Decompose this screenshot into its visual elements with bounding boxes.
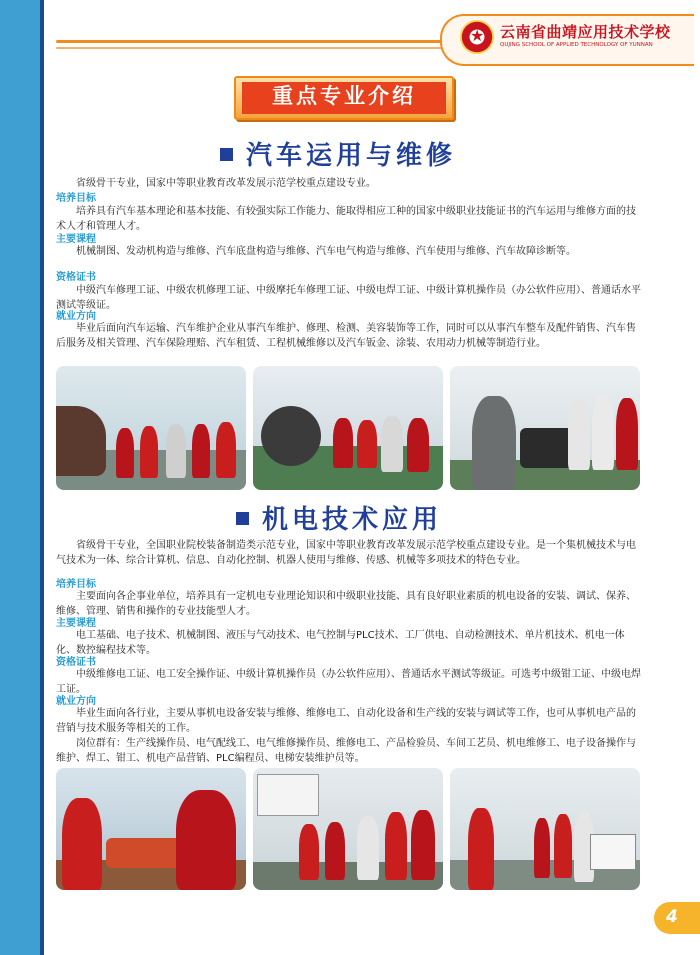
section-mech-intro: 省级骨干专业，全国职业院校装备制造类示范专业，国家中等职业教育改革发展示范学校重点建设专业。是一个集机械技术与电气技术为一体、综合计算机、信息、自动化控制、机器人使用与维修、传感、机械等多项技术的特色专业。 xyxy=(56,540,636,566)
label-course-auto: 主要课程 xyxy=(56,234,96,245)
section-auto-intro: 省级骨干专业，国家中等职业教育改革发展示范学校重点建设专业。 xyxy=(76,178,376,189)
text-course-mech: 电工基础、电子技术、机械制图、液压与气动技术、电气控制与PLC技术、工厂供电、自动检测技术、单片机技术、机电一体化、数控编程技术等。 xyxy=(56,630,625,656)
left-decor-edge xyxy=(40,0,44,955)
label-course-mech: 主要课程 xyxy=(56,618,96,629)
section-bullet-icon xyxy=(220,148,233,161)
page-title: 重点专业介绍 xyxy=(272,84,416,108)
text-job-mech: 毕业生面向各行业，主要从事机电设备安装与维修、维修电工、自动化设备和生产线的安装与调试等工作，也可从事机电产品的营销与技术服务等相关的工作。 岗位群有：生产线操作员、电气配线工、电气维修操作员、维修电工、产品检验员、车间工艺员、机电维修工、电子设备操作与维护、焊工、钳工、机电产品营销、PLC编程员、电梯安装维护员等。 xyxy=(56,708,636,764)
photo-mech-lab-2 xyxy=(253,768,443,890)
photo-auto-workshop-3 xyxy=(450,366,640,490)
label-goal-auto: 培养目标 xyxy=(56,193,96,204)
label-job-auto: 就业方向 xyxy=(56,311,96,322)
emblem-star-icon: ★ xyxy=(470,26,485,45)
photo-auto-workshop-1 xyxy=(56,366,246,490)
section-title-auto: 汽车运用与维修 xyxy=(246,141,457,171)
school-name-cn: 云南省曲靖应用技术学校 xyxy=(500,23,671,41)
section-bullet-icon xyxy=(236,512,249,525)
page-number: 4 xyxy=(666,907,678,927)
header-stripe xyxy=(56,40,476,43)
left-decor-bar xyxy=(0,0,44,955)
header-stripe-thin xyxy=(56,47,496,49)
page-number-badge xyxy=(654,902,700,934)
text-cert-mech: 中级维修电工证、电工安全操作证、中级计算机操作员（办公软件应用）、普通话水平测试等级证。可选考中级钳工证、中级电焊工证。 xyxy=(56,669,641,695)
label-job-mech: 就业方向 xyxy=(56,696,96,707)
text-job-auto: 毕业后面向汽车运输、汽车维护企业从事汽车维护、修理、检测、美容装饰等工作，同时可以从事汽车整车及配件销售、汽车售后服务及相关管理、汽车保险理赔、汽车租赁、工程机械维修以及汽车钣金、涂装、农用动力机械等制造行业。 xyxy=(56,323,636,349)
label-cert-mech: 资格证书 xyxy=(56,657,96,668)
label-cert-auto: 资格证书 xyxy=(56,272,96,283)
text-course-auto: 机械制图、发动机构造与维修、汽车底盘构造与维修、汽车电气构造与维修、汽车使用与维修、汽车故障诊断等。 xyxy=(76,246,576,257)
photo-auto-workshop-2 xyxy=(253,366,443,490)
school-name-en: QUJING SCHOOL OF APPLIED TECHNOLOGY OF YUNNAN xyxy=(500,42,653,48)
label-goal-mech: 培养目标 xyxy=(56,579,96,590)
photo-mech-lab-1 xyxy=(56,768,246,890)
photo-mech-lab-3 xyxy=(450,768,640,890)
section-title-mechatronics: 机电技术应用 xyxy=(262,505,443,535)
text-goal-mech: 主要面向各企事业单位，培养具有一定机电专业理论知识和中级职业技能、具有良好职业素质的机电设备的安装、调试、保养、维修、管理、销售和操作的专业技能型人才。 xyxy=(56,591,636,617)
page-title-banner xyxy=(234,76,454,120)
text-goal-auto: 培养具有汽车基本理论和基本技能、有较强实际工作能力、能取得相应工种的国家中级职业技能证书的汽车运用与维修方面的技术人才和管理人才。 xyxy=(56,206,636,232)
text-cert-auto: 中级汽车修理工证、中级农机修理工证、中级摩托车修理工证、中级电焊工证、中级计算机操作员（办公软件应用）、普通话水平测试等级证。 xyxy=(56,285,641,311)
